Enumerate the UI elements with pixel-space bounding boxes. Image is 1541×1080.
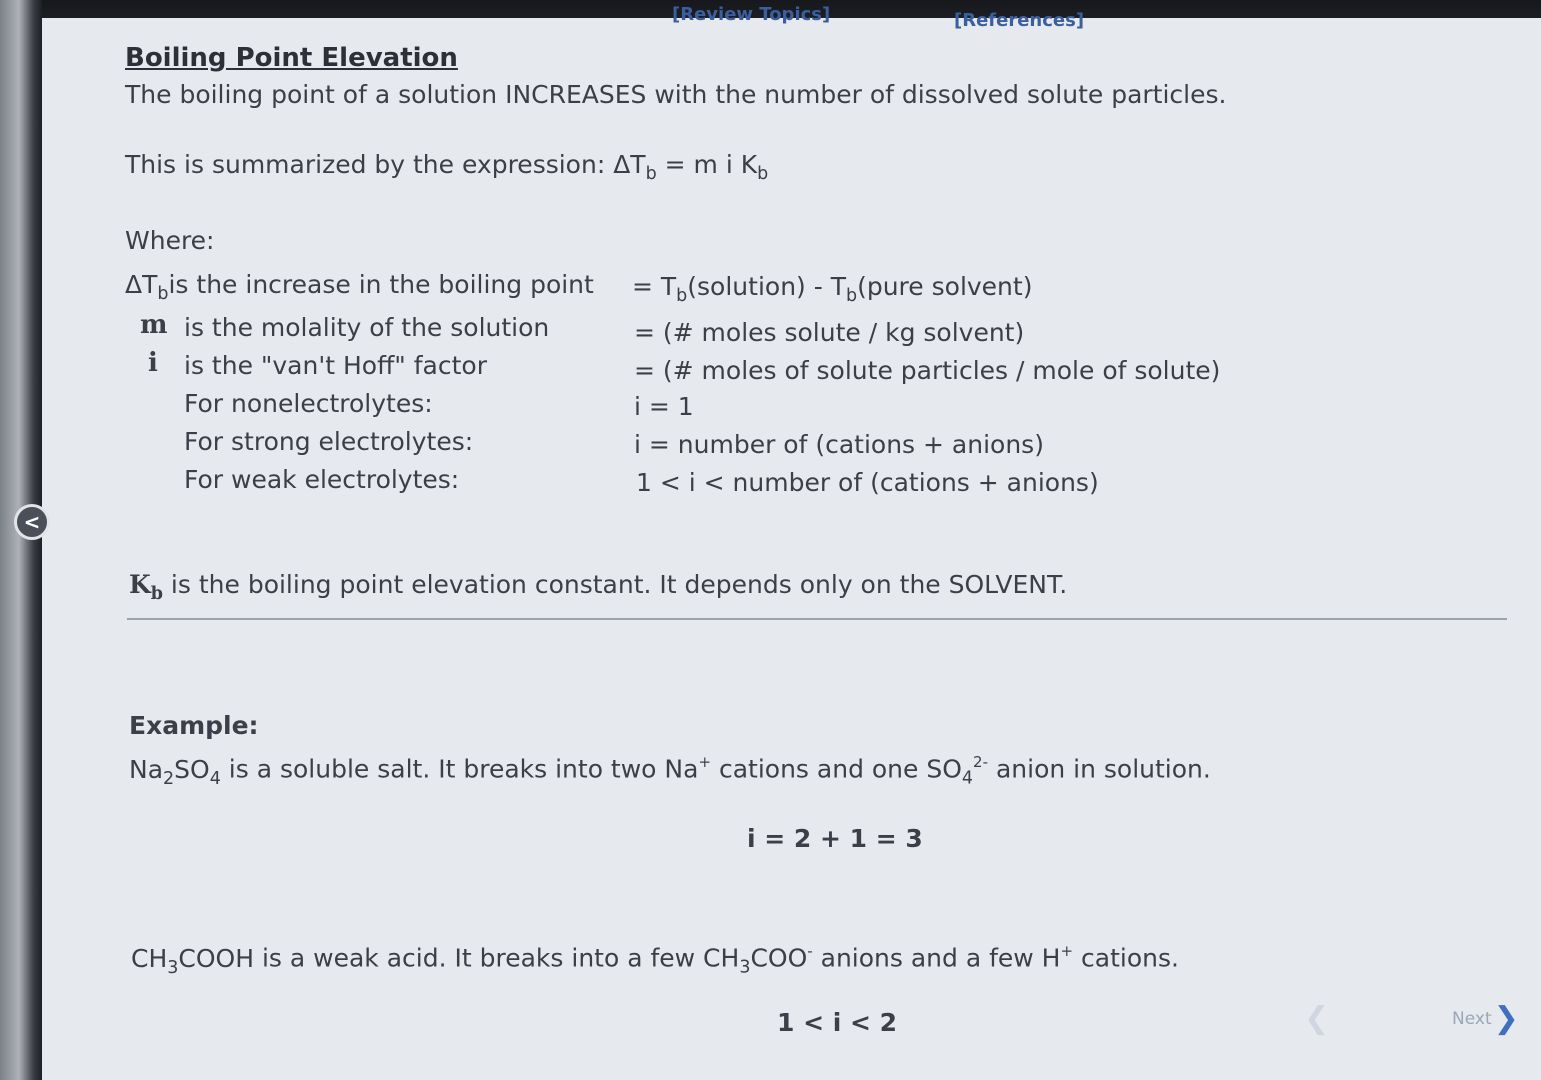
acetic-acid-sentence: $CH_3COOH$ is a weak acid. It breaks into a few $CH_3COO^-$ anions and a few H+ cations.	[131, 942, 1179, 978]
na2so4-text-c: anion in solution.	[988, 754, 1211, 784]
review-topics-link[interactable]: [Review Topics]	[672, 4, 831, 25]
left-sidebar-strip	[0, 0, 42, 1080]
chevron-right-icon: ❯	[1493, 1001, 1519, 1036]
next-button[interactable]	[1452, 1001, 1519, 1036]
expression-line	[125, 150, 768, 184]
delta-tb-eq-b: (solution) - T	[687, 272, 846, 301]
na2so4-formula: $Na_2SO_4$	[129, 754, 221, 789]
expression-formula: $\Delta T_b = m$ i $K_b$	[613, 150, 769, 185]
nonelectrolytes-equation: i = 1	[634, 392, 694, 421]
weak-electrolytes-label: For weak electrolytes:	[184, 465, 460, 494]
expression-prefix: This is summarized by the expression:	[125, 150, 614, 179]
content-panel	[42, 18, 1541, 1080]
na2so4-sentence: $Na_2SO_4$ is a soluble salt. It breaks into two Na+ cations and one $SO_4^{2-}$ anion in solution.	[129, 753, 1211, 789]
example-title: Example:	[129, 711, 259, 740]
acetic-text-b: COO	[750, 943, 808, 973]
delta-tb-row-label	[125, 270, 594, 304]
kb-definition	[129, 570, 1067, 604]
strong-electrolytes-label: For strong electrolytes:	[184, 427, 474, 456]
m-label: m	[140, 310, 168, 340]
page-title: Boiling Point Elevation	[125, 43, 458, 73]
i-desc: is the "van't Hoff" factor	[184, 351, 487, 380]
intro-text: The boiling point of a solution INCREASES with the number of dissolved solute particles.	[125, 80, 1227, 109]
delta-tb-symbol: $\Delta T_b$	[125, 270, 169, 305]
section-divider	[127, 618, 1507, 620]
m-equation: = (# moles solute / kg solvent)	[634, 318, 1025, 347]
na2so4-vant-hoff-equation: i = 2 + 1 = 3	[747, 824, 923, 853]
references-link[interactable]: [References]	[954, 10, 1085, 31]
previous-button[interactable]	[1304, 1001, 1330, 1036]
chevron-left-icon: <	[23, 510, 41, 534]
kb-symbol: $K_b$	[129, 570, 163, 605]
delta-tb-desc: is the increase in the boiling point	[168, 270, 594, 299]
weak-electrolytes-equation: 1 < i < number of (cations + anions)	[636, 468, 1099, 497]
delta-tb-eq-a: = T	[632, 272, 677, 301]
na2so4-text-b: cations and one SO	[711, 754, 962, 784]
na2so4-text-a: is a soluble salt. It breaks into two Na	[220, 754, 699, 784]
acetic-acid-formula: $CH_3COOH$	[131, 943, 255, 978]
next-label: Next	[1452, 1009, 1492, 1029]
m-desc: is the molality of the solution	[184, 313, 550, 342]
delta-tb-eq-c: (pure solvent)	[857, 272, 1033, 301]
acetic-text-a: is a weak acid. It breaks into a few CH	[254, 943, 740, 973]
chevron-left-icon: ❮	[1304, 1001, 1330, 1036]
acetic-text-d: cations.	[1073, 943, 1179, 973]
i-label: i	[148, 348, 158, 378]
i-equation: = (# moles of solute particles / mole of solute)	[634, 356, 1221, 385]
strong-electrolytes-equation: i = number of (cations + anions)	[634, 430, 1044, 459]
acetic-text-c: anions and a few H	[812, 943, 1061, 973]
kb-text: is the boiling point elevation constant. It depends only on the SOLVENT.	[162, 570, 1068, 599]
delta-tb-equation: = $T_b(solution)$ - $T_b(pure$ solvent)	[632, 272, 1033, 307]
where-label: Where:	[125, 226, 215, 255]
acetic-acid-vant-hoff-range: 1 < i < 2	[777, 1008, 898, 1037]
collapse-sidebar-button[interactable]	[14, 504, 50, 540]
nonelectrolytes-label: For nonelectrolytes:	[184, 389, 433, 418]
